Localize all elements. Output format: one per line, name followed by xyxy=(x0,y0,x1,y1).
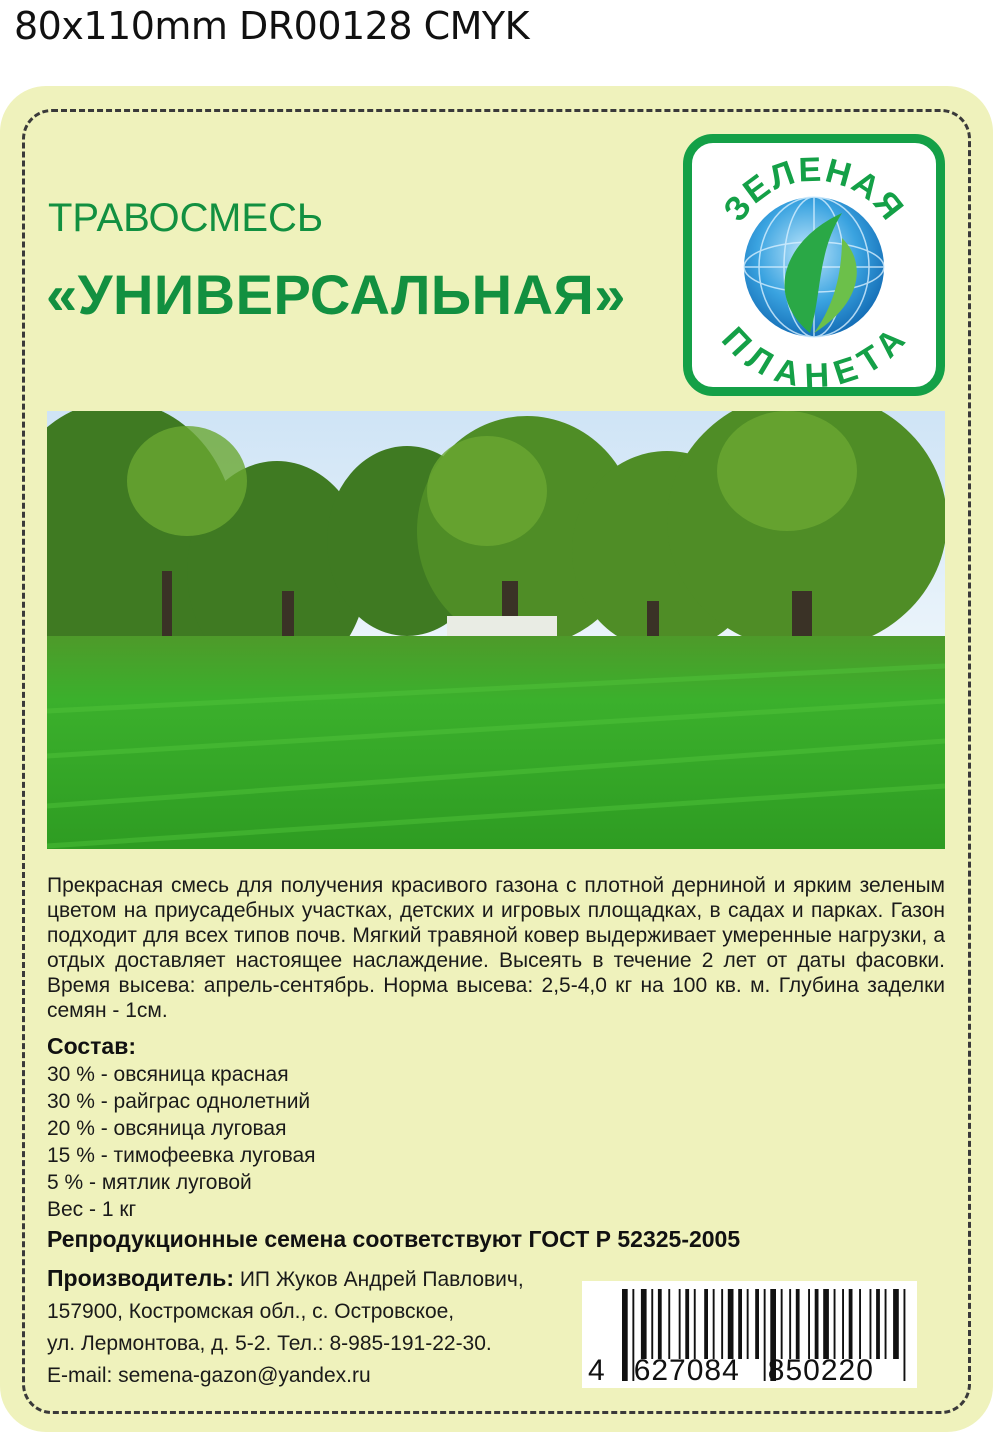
barcode-bar xyxy=(859,1289,861,1359)
barcode-bar xyxy=(870,1289,872,1359)
barcode-bar xyxy=(747,1289,749,1359)
barcode-bar xyxy=(893,1289,899,1359)
producer-name: ИП Жуков Андрей Павлович, xyxy=(234,1268,524,1291)
barcode-bar xyxy=(721,1289,723,1359)
globe-leaf-icon xyxy=(692,143,936,387)
lawn-photo xyxy=(47,411,945,849)
barcode-bar xyxy=(834,1289,836,1359)
barcode-bar xyxy=(713,1289,715,1359)
list-item: 20 % - овсяница луговая xyxy=(47,1117,287,1140)
barcode-bar xyxy=(876,1289,880,1359)
list-item: 15 % - тимофеевка луговая xyxy=(47,1144,316,1167)
barcode-bar xyxy=(823,1289,829,1359)
gost-statement: Репродукционные семена соответствуют ГОСТ Р 52325-2005 xyxy=(47,1226,741,1252)
barcode-bar xyxy=(641,1289,647,1359)
producer-info xyxy=(47,1262,587,1392)
logo-bottom-text: ПЛАНЕТА xyxy=(714,319,914,387)
barcode-bar xyxy=(781,1289,783,1359)
barcode-bar xyxy=(668,1289,670,1359)
barcode-bar xyxy=(728,1289,734,1359)
producer-label: Производитель: xyxy=(47,1265,234,1291)
barcode-bar xyxy=(651,1289,653,1359)
barcode-bar xyxy=(796,1289,800,1359)
barcode-bar xyxy=(885,1289,887,1359)
park-lawn-image xyxy=(47,411,945,849)
product-description: Прекрасная смесь для получения красивого газона с плотной дерниной и ярким зеленым цветом на приусадебных участках, детских и игровых площадках, в садах и парках. Газон подходит для всех типов почв. Мягкий травяной ковер выдерживает умеренные нагрузки, а отдых доставляет настоящее наслаждение. Высеять в течение 2 лет от даты фасовки. Время высева: апрель-сентябрь. Норма высева: 2,5-4,0 кг на 100 кв. м. Глубина заделки семян - 1см. xyxy=(47,874,945,1022)
barcode-digits: 4 627084 850220 xyxy=(588,1354,874,1387)
barcode-bar xyxy=(679,1289,681,1359)
list-item: 5 % - мятлик луговой xyxy=(47,1171,252,1194)
barcode-bar xyxy=(704,1289,708,1359)
producer-address-2: ул. Лермонтова, д. 5-2. Тел.: 8-985-191-22-30. xyxy=(47,1332,492,1355)
barcode-bar xyxy=(738,1289,742,1359)
print-spec: 80x110mm DR00128 CMYK xyxy=(14,4,530,48)
barcode-bar xyxy=(849,1289,853,1359)
barcode-bar xyxy=(789,1289,791,1359)
product-type: ТРАВОСМЕСЬ xyxy=(48,196,324,240)
producer-address-1: 157900, Костромская обл., с. Островское, xyxy=(47,1300,455,1323)
list-item: 30 % - райграс однолетний xyxy=(47,1090,311,1113)
list-item: Вес - 1 кг xyxy=(47,1198,137,1221)
logo-top-text: ЗЕЛЕНАЯ xyxy=(716,150,912,229)
producer-email: E-mail: semena-gazon@yandex.ru xyxy=(47,1364,371,1387)
barcode-bar xyxy=(808,1289,810,1359)
barcode-bar xyxy=(685,1289,689,1359)
product-name: «УНИВЕРСАЛЬНАЯ» xyxy=(46,263,626,326)
composition-title: Состав: xyxy=(47,1033,137,1059)
barcode-bar xyxy=(842,1289,844,1359)
composition-list xyxy=(47,1061,316,1223)
barcode xyxy=(582,1281,917,1388)
brand-logo xyxy=(683,134,945,396)
barcode-bar xyxy=(755,1289,759,1359)
barcode-bar xyxy=(815,1289,819,1359)
barcode-bar xyxy=(658,1289,662,1359)
list-item: 30 % - овсяница красная xyxy=(47,1063,289,1086)
barcode-bar xyxy=(694,1289,696,1359)
